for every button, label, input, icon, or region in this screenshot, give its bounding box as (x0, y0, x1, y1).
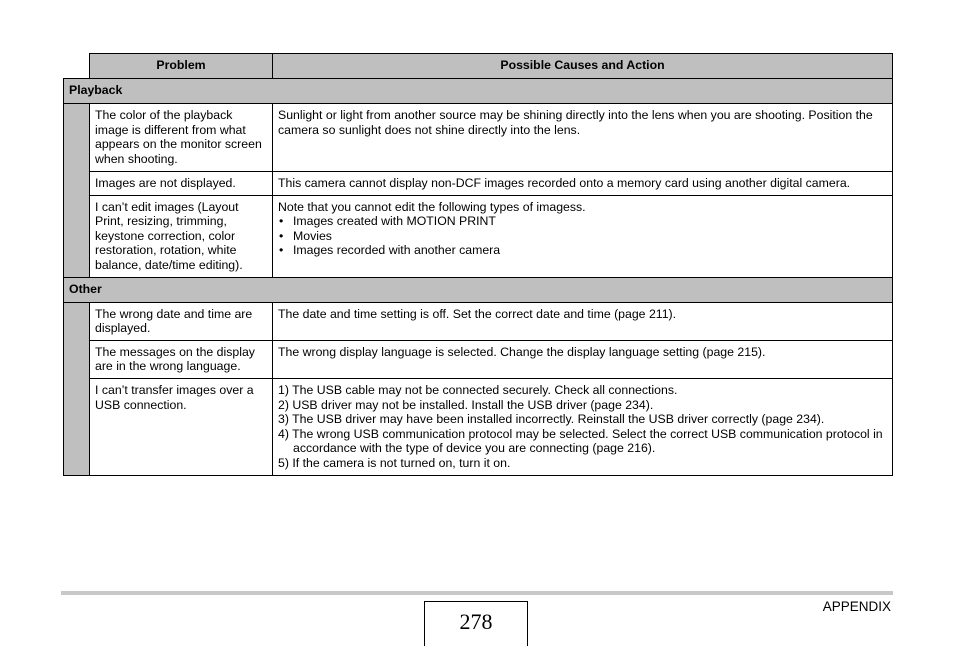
action-cell (273, 378, 893, 475)
problem-cell: The wrong date and time are displayed. (90, 302, 273, 340)
list-item: • Images recorded with another camera (293, 243, 887, 258)
table-row (64, 104, 893, 172)
action-intro: Note that you cannot edit the following types of imagess. (278, 199, 586, 214)
list-item: 4) The wrong USB communication protocol may be selected. Select the correct USB communication protocol in accordance with the type of device you are connecting (page 216). (278, 426, 883, 456)
list-item: 3) The USB driver may have been installed incorrectly. Reinstall the USB driver correctly (page 234). (278, 412, 825, 427)
section-row-playback (64, 79, 893, 104)
table-header-row (64, 54, 893, 79)
problem-cell: Images are not displayed. (90, 172, 273, 196)
list-item: 5) If the camera is not turned on, turn it on. (278, 455, 511, 470)
page-number: 278 (424, 601, 528, 646)
bullet-list (278, 214, 887, 258)
section-title: Other (64, 277, 893, 302)
action-cell: This camera cannot display non-DCF images recorded onto a memory card using another digital camera. (273, 172, 893, 196)
header-causes: Possible Causes and Action (273, 54, 893, 79)
section-title: Playback (64, 79, 893, 104)
troubleshooting-table (63, 53, 893, 476)
action-cell: The date and time setting is off. Set the correct date and time (page 211). (273, 302, 893, 340)
header-spacer (64, 54, 90, 79)
list-item: • Movies (293, 229, 887, 244)
table-row (64, 195, 893, 277)
header-problem: Problem (90, 54, 273, 79)
list-item: 1) The USB cable may not be connected securely. Check all connections. (278, 382, 678, 397)
action-cell: Sunlight or light from another source may be shining directly into the lens when you are shooting. Position the camera so sunlight does not shine directly into the lens. (273, 104, 893, 172)
action-cell (273, 195, 893, 277)
problem-cell: I can’t transfer images over a USB connection. (90, 378, 273, 475)
table-row (64, 378, 893, 475)
problem-cell: The color of the playback image is different from what appears on the monitor screen when shooting. (90, 104, 273, 172)
problem-cell: I can’t edit images (Layout Print, resizing, trimming, keystone correction, color restoration, rotation, white balance, date/time editing). (90, 195, 273, 277)
section-label: APPENDIX (822, 599, 891, 614)
problem-cell: The messages on the display are in the wrong language. (90, 340, 273, 378)
action-cell: The wrong display language is selected. Change the display language setting (page 215). (273, 340, 893, 378)
list-item: 2) USB driver may not be installed. Install the USB driver (page 234). (278, 397, 654, 412)
footer-divider (61, 591, 893, 595)
table-row (64, 340, 893, 378)
list-item: • Images created with MOTION PRINT (293, 214, 887, 229)
steps-list (278, 383, 887, 471)
section-indent (64, 302, 90, 475)
section-indent (64, 104, 90, 278)
table-row (64, 302, 893, 340)
table-row (64, 172, 893, 196)
section-row-other (64, 277, 893, 302)
